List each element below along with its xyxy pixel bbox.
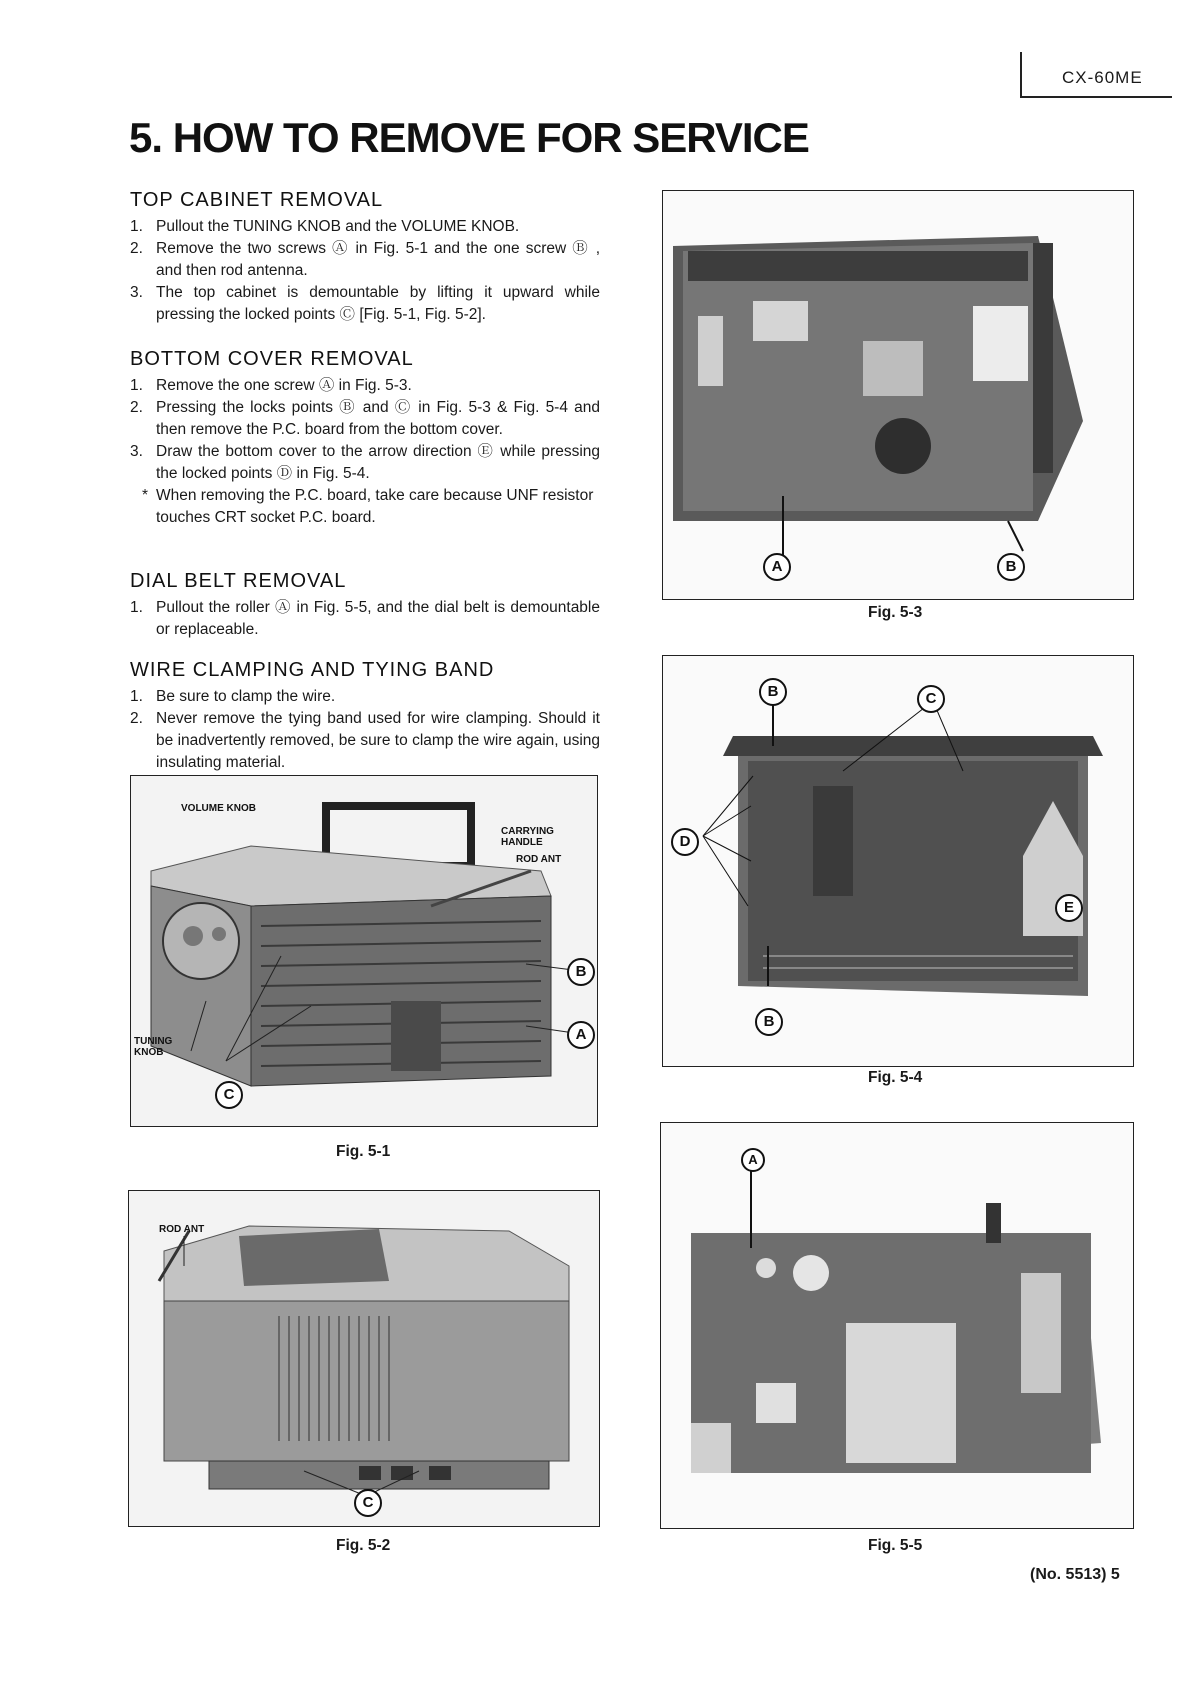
marker-a: A: [567, 1021, 595, 1049]
page-number: (No. 5513) 5: [1030, 1566, 1120, 1583]
marker-b: B: [997, 553, 1025, 581]
label-volume-knob: VOLUME KNOB: [181, 803, 256, 814]
marker-e: E: [1055, 894, 1083, 922]
label-rod-ant: ROD ANT: [159, 1224, 205, 1235]
service-note: * When removing the P.C. board, take care because UNF resistor touches CRT socket P.C. board.: [142, 487, 594, 526]
marker-a: A: [763, 553, 791, 581]
marker-d: D: [671, 828, 699, 856]
list-item: 1. Be sure to clamp the wire.: [130, 688, 336, 705]
page-title: 5. HOW TO REMOVE FOR SERVICE: [129, 114, 809, 161]
marker-a: A: [741, 1148, 765, 1172]
label-tuning-knob: TUNING KNOB: [134, 1036, 173, 1058]
figure-5-1: [130, 775, 598, 1127]
fig-caption: Fig. 5-1: [336, 1143, 391, 1160]
fig-caption: Fig. 5-5: [868, 1537, 923, 1554]
marker-b-top: B: [759, 678, 787, 706]
marker-c: C: [354, 1489, 382, 1517]
figure-5-5: [660, 1122, 1134, 1529]
list-item: 2. Remove the two screws Ⓐ in Fig. 5-1 and the one screw Ⓑ , and then rod antenna.: [130, 240, 600, 279]
section-wire-clamping: [130, 659, 600, 774]
list-item: 2. Never remove the tying band used for wire clamping. Should it be inadvertently removed, be sure to clamp the wire again, using insulating material.: [130, 710, 600, 771]
fig-caption: Fig. 5-3: [868, 604, 923, 621]
marker-b: B: [567, 958, 595, 986]
list-item: 1. Pullout the TUNING KNOB and the VOLUME KNOB.: [130, 218, 520, 235]
section-heading: BOTTOM COVER REMOVAL: [130, 348, 414, 370]
section-heading: TOP CABINET REMOVAL: [130, 189, 384, 211]
figure-5-4: [662, 655, 1134, 1067]
section-heading: WIRE CLAMPING AND TYING BAND: [130, 659, 495, 681]
figure-5-2: [128, 1190, 600, 1527]
list-item: 1. Remove the one screw Ⓐ in Fig. 5-3.: [130, 377, 412, 394]
list-item: 3. The top cabinet is demountable by lifting it upward while pressing the locked points Ⓒ [Fig. 5-1, Fig. 5-2].: [130, 284, 600, 323]
tv-side-illustration: [129, 1191, 599, 1526]
fig-caption: Fig. 5-2: [336, 1537, 391, 1554]
model-number: CX-60ME: [1062, 68, 1143, 87]
marker-b-bottom: B: [755, 1008, 783, 1036]
step-list: [130, 375, 600, 485]
label-carrying-handle: CARRYING HANDLE: [501, 826, 554, 848]
dial-board-photo: [661, 1123, 1133, 1528]
section-heading: DIAL BELT REMOVAL: [130, 570, 347, 592]
section-top-cabinet: [130, 189, 600, 326]
figure-5-3: [662, 190, 1134, 600]
marker-c: C: [917, 685, 945, 713]
list-item: 1. Pullout the roller Ⓐ in Fig. 5-5, and the dial belt is demountable or replaceable.: [130, 599, 600, 638]
section-dial-belt: [130, 570, 600, 641]
list-item: 2. Pressing the locks points Ⓑ and Ⓒ in Fig. 5-3 & Fig. 5-4 and then remove the P.C. board from the bottom cover.: [130, 399, 600, 438]
step-list: [130, 216, 600, 326]
list-item: 3. Draw the bottom cover to the arrow direction Ⓔ while pressing the locked points Ⓓ in Fig. 5-4.: [130, 443, 600, 482]
bottom-cover-photo: [663, 656, 1133, 1066]
section-bottom-cover: [130, 348, 600, 529]
fig-caption: Fig. 5-4: [868, 1069, 923, 1086]
label-rod-ant: ROD ANT: [516, 854, 562, 865]
marker-c: C: [215, 1081, 243, 1109]
chassis-top-photo: [663, 191, 1133, 599]
step-list: [130, 597, 600, 641]
step-list: [130, 686, 600, 774]
